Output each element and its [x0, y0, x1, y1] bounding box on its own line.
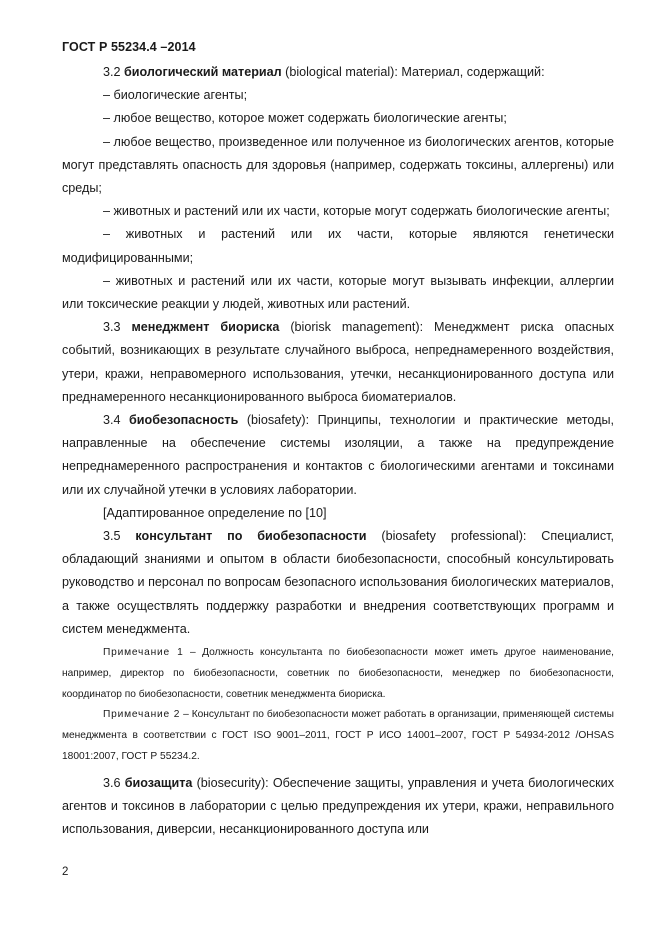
- note-2: [62, 705, 614, 767]
- definition: (biosecurity): Обеспечение защиты, управления и учета биологических агентов и токсинов в лаборатории с целью предупреждения их утери, кражи, неправильного использования, диверсии, несанкционированного доступа или: [62, 775, 614, 837]
- list-item: – животных и растений или их части, которые могут содержать биологические агенты;: [103, 204, 610, 219]
- clause-number: 3.4: [103, 413, 121, 428]
- clause-3-2: [62, 61, 614, 84]
- note-label: Примечание 2: [103, 709, 181, 721]
- page-number: 2: [62, 866, 69, 878]
- clause-number: 3.3: [103, 320, 121, 335]
- note-1: [62, 643, 614, 705]
- term: биобезопасность: [129, 413, 239, 428]
- list-item: – любое вещество, которое может содержать биологические агенты;: [103, 111, 507, 126]
- note-text: – Консультант по биобезопасности может работать в организации, применяющей системы менеджмента в соответствии с ГОСТ ISO 9001–2011, ГОСТ Р ИСО 14001–2007, ГОСТ Р 54934-2012 /OHSAS 18001:2007, ГОСТ Р 55234.2.: [62, 709, 615, 763]
- term: консультант по биобезопасности: [135, 529, 367, 544]
- term: биологический материал: [124, 65, 282, 79]
- clause-3-5: [62, 525, 614, 641]
- term: менеджмент биориска: [131, 320, 280, 335]
- list-item: – биологические агенты;: [103, 88, 248, 103]
- list-item: – животных и растений или их части, которые являются генетически модифицированными;: [62, 227, 614, 265]
- clause-number: 3.5: [103, 529, 121, 544]
- adapted-reference: [Адаптированное определение по [10]: [103, 505, 327, 520]
- clause-number: 3.2: [103, 65, 121, 79]
- definition: (biorisk management): Менеджмент риска опасных событий, возникающих в результате случайного выброса, непреднамеренного воздействия, утери, кражи, неправомерного использования, утечки, несанкционированного доступа или преднамеренного несанкционированного выброса биоматериалов.: [62, 320, 614, 404]
- definition: (biological material): Материал, содержащий:: [281, 65, 545, 79]
- clause-3-6: [62, 772, 614, 842]
- term: биозащита: [124, 775, 193, 790]
- definition: (biosafety): Принципы, технологии и практические методы, направленные на обеспечение системы изоляции, а также на предупреждение непреднамеренного распространения и контактов с биологическими агентами и токсинами или их случайной утечки в условиях лаборатории.: [62, 413, 614, 497]
- list-item: – животных и растений или их части, которые могут вызывать инфекции, аллергии или токсические реакции у людей, животных или растений.: [62, 273, 614, 312]
- clause-3-3: [62, 316, 614, 409]
- document-header: ГОСТ Р 55234.4 –2014: [62, 40, 196, 54]
- clause-3-4: [62, 409, 614, 502]
- list-item: – любое вещество, произведенное или полученное из биологических агентов, которые могут представлять опасность для здоровья (например, содержать токсины, аллергены) или среды;: [62, 134, 614, 196]
- note-text: – Должность консультанта по биобезопасности может иметь другое наименование, например, директор по биобезопасности, советник по биобезопасности, менеджер по биобезопасности, координатор по биобезопасности, советник менеджмента биориска.: [62, 647, 614, 700]
- document-body: [62, 61, 614, 841]
- definition: (biosafety professional): Специалист, обладающий знаниями и опытом в области биобезопасности, способный консультировать руководство и персонал по вопросам безопасного использования биологических материалов, а также осуществлять поддержку разработки и внедрения соответствующих программ и систем менеджмента.: [62, 529, 614, 636]
- clause-number: 3.6: [103, 775, 121, 790]
- note-label: Примечание 1: [103, 647, 184, 659]
